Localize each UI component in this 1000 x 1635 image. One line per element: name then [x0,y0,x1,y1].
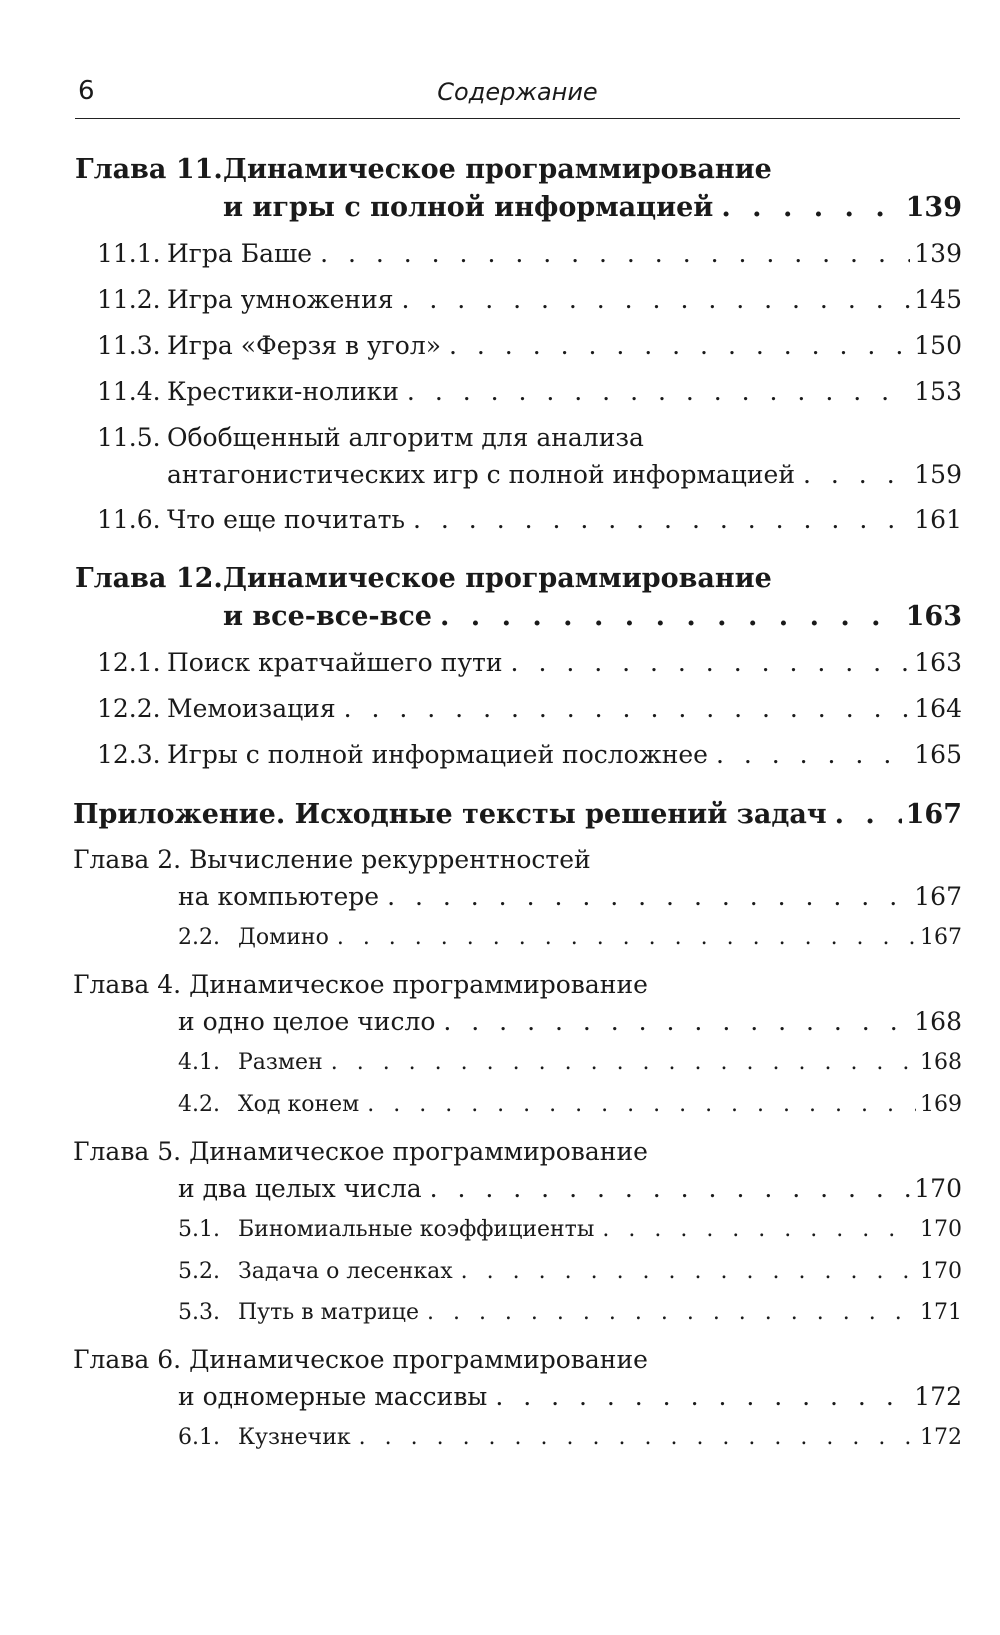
toc-appendix-chapter-cont[interactable] [178,1382,962,1411]
toc-entry[interactable] [97,239,962,268]
page-ref: 159 [914,460,962,489]
page-ref: 168 [920,1050,962,1075]
dot-leader [359,1425,916,1450]
section-number: 5.3. [178,1300,220,1325]
section-number: 11.6. [97,505,161,534]
dot-leader [367,1092,916,1117]
appendix-title: Приложение. Исходные тексты решений задач [73,799,827,830]
page-ref: 167 [914,882,962,911]
chapter-label: Глава 11. [75,154,223,185]
page-ref: 167 [920,925,962,950]
section-title: Крестики-нолики [167,377,399,406]
section-title: Кузнечик [238,1425,351,1450]
section-number: 12.2. [97,694,161,723]
toc-entry[interactable] [97,505,962,534]
toc-chapter-11-heading[interactable] [75,154,962,185]
section-title: Задача о лесенках [238,1259,453,1284]
section-number: 11.5. [97,423,161,452]
page-number: 6 [78,76,95,106]
appendix-chapter-title-cont: и одно целое число [178,1007,436,1036]
page-ref: 145 [914,285,962,314]
dot-leader [320,239,910,268]
toc-appendix-chapter[interactable] [73,1345,962,1374]
chapter-title: Динамическое программирование [223,563,772,594]
page-header [75,70,960,119]
section-number: 2.2. [178,925,220,950]
dot-leader [716,740,910,769]
page-ref: 172 [914,1382,962,1411]
page-ref: 139 [914,239,962,268]
toc-appendix-chapter-cont[interactable] [178,1174,962,1203]
chapter-title-cont: и все-все-все [223,601,432,632]
toc-appendix-chapter[interactable] [73,845,962,874]
toc-appendix-entry[interactable] [178,1050,962,1075]
dot-leader [337,925,916,950]
section-title-cont: антагонистических игр с полной информацией [167,460,796,489]
section-title: Ход конем [238,1092,360,1117]
toc-entry[interactable] [97,285,962,314]
toc-appendix-heading[interactable] [73,799,962,830]
page-ref: 164 [914,694,962,723]
page-ref: 169 [920,1092,962,1117]
section-title: Игры с полной информацией посложнее [167,740,708,769]
toc-appendix-entry[interactable] [178,1300,962,1325]
dot-leader [835,799,902,830]
section-title: Игра Баше [167,239,313,268]
toc-entry[interactable] [97,423,962,452]
section-title: Поиск кратчайшего пути [167,648,503,677]
section-title: Размен [238,1050,323,1075]
appendix-chapter-title: Глава 6. Динамическое программирование [73,1345,648,1374]
dot-leader [511,648,911,677]
appendix-chapter-title-cont: на компьютере [178,882,380,911]
page-ref: 170 [914,1174,962,1203]
toc-appendix-chapter[interactable] [73,970,962,999]
section-title: Игра умножения [167,285,394,314]
toc-appendix-chapter-cont[interactable] [178,1007,962,1036]
running-title: Содержание [437,78,598,106]
page-ref: 150 [914,331,962,360]
page-ref: 163 [914,648,962,677]
section-title: Домино [238,925,329,950]
section-number: 4.1. [178,1050,220,1075]
dot-leader [331,1050,916,1075]
dot-leader [344,694,911,723]
appendix-chapter-title-cont: и два целых числа [178,1174,422,1203]
dot-leader [407,377,910,406]
page-ref: 161 [914,505,962,534]
dot-leader [402,285,911,314]
dot-leader [495,1382,910,1411]
appendix-chapter-title-cont: и одномерные массивы [178,1382,488,1411]
dot-leader [721,192,901,223]
section-number: 5.1. [178,1217,220,1242]
chapter-title-cont: и игры с полной информацией [223,192,714,223]
section-title: Игра «Ферзя в угол» [167,331,442,360]
dot-leader [440,601,902,632]
toc-appendix-entry[interactable] [178,1425,962,1450]
page-ref: 172 [920,1425,962,1450]
page-ref: 165 [914,740,962,769]
section-title: Что еще почитать [167,505,406,534]
toc-appendix-entry[interactable] [178,1217,962,1242]
page-ref: 171 [920,1300,962,1325]
dot-leader [443,1007,910,1036]
section-number: 6.1. [178,1425,220,1450]
toc-chapter-11-heading-cont[interactable] [223,192,962,223]
appendix-chapter-title: Глава 4. Динамическое программирование [73,970,648,999]
dot-leader [427,1300,916,1325]
toc-entry[interactable] [97,740,962,769]
section-number: 11.3. [97,331,161,360]
toc-chapter-12-heading-cont[interactable] [223,601,962,632]
dot-leader [803,460,910,489]
appendix-chapter-title: Глава 2. Вычисление рекуррентностей [73,845,591,874]
page-ref: 170 [920,1217,962,1242]
chapter-label: Глава 12. [75,563,223,594]
section-number: 11.1. [97,239,161,268]
section-title: Обобщенный алгоритм для анализа [167,423,644,452]
appendix-chapter-title: Глава 5. Динамическое программирование [73,1137,648,1166]
toc-appendix-entry[interactable] [178,925,962,950]
section-number: 5.2. [178,1259,220,1284]
dot-leader [430,1174,911,1203]
toc-appendix-chapter[interactable] [73,1137,962,1166]
page-ref: 167 [905,799,962,830]
page-ref: 170 [920,1259,962,1284]
dot-leader [413,505,910,534]
section-title: Путь в матрице [238,1300,419,1325]
toc-appendix-chapter-cont[interactable] [178,882,962,911]
dot-leader [387,882,910,911]
chapter-title: Динамическое программирование [223,154,772,185]
section-number: 11.2. [97,285,161,314]
toc-entry[interactable] [97,694,962,723]
toc-entry[interactable] [97,377,962,406]
section-title: Мемоизация [167,694,336,723]
dot-leader [461,1259,916,1284]
page-ref: 139 [905,192,962,223]
dot-leader [602,1217,916,1242]
toc-chapter-12-heading[interactable] [75,563,962,594]
dot-leader [449,331,910,360]
section-number: 4.2. [178,1092,220,1117]
toc-entry[interactable] [97,331,962,360]
section-number: 12.3. [97,740,161,769]
toc-entry[interactable] [97,648,962,677]
page-ref: 168 [914,1007,962,1036]
section-number: 12.1. [97,648,161,677]
page-ref: 163 [905,601,962,632]
toc-appendix-entry[interactable] [178,1092,962,1117]
toc-entry-cont[interactable] [167,460,962,489]
toc-appendix-entry[interactable] [178,1259,962,1284]
section-title: Биномиальные коэффициенты [238,1217,595,1242]
page-ref: 153 [914,377,962,406]
section-number: 11.4. [97,377,161,406]
